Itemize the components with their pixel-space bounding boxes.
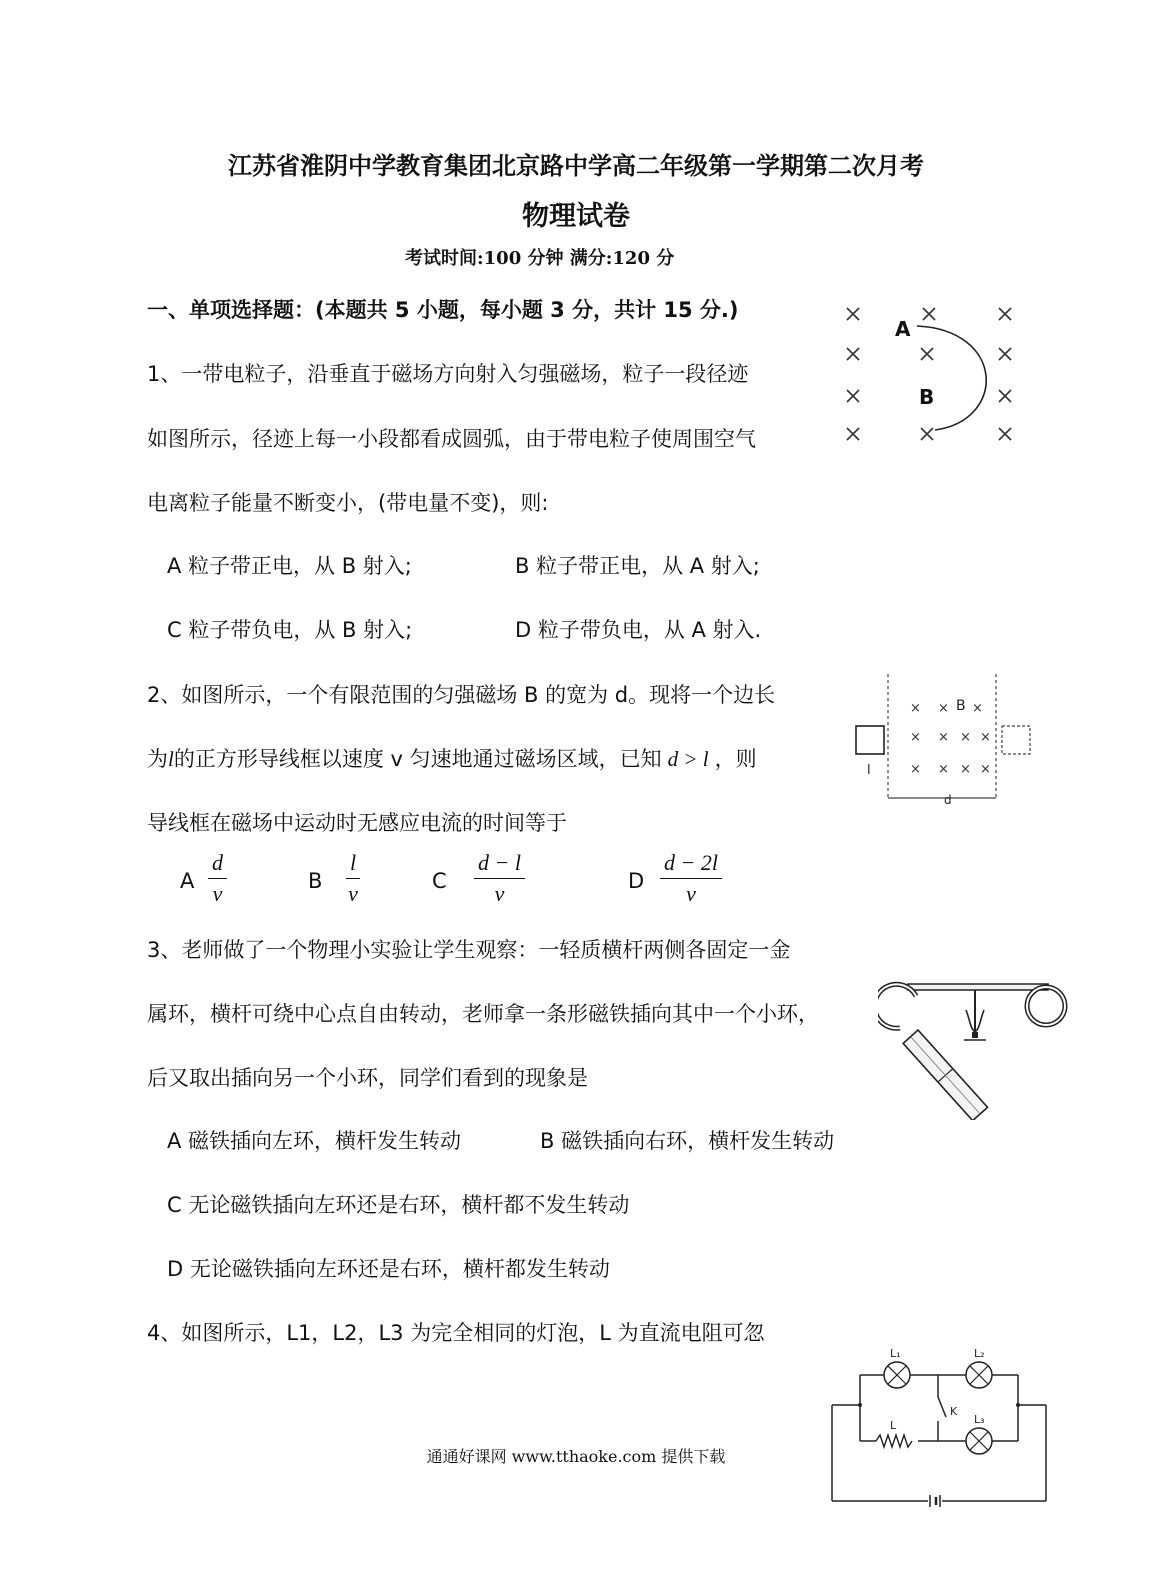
q2-line2-cond: d > l — [667, 747, 709, 771]
q1-option-d: D 粒子带负电，从 A 射入. — [515, 618, 762, 642]
q2-option-b-letter: B — [308, 869, 323, 893]
q3-line3: 后又取出插向另一个小环，同学们看到的现象是 — [147, 1066, 588, 1090]
svg-text:×: × — [980, 730, 991, 745]
q1-line1: 1、一带电粒子，沿垂直于磁场方向射入匀强磁场，粒子一段径迹 — [147, 362, 749, 386]
square-loop-dashed — [1002, 726, 1030, 754]
q1-figure-magnetic-field — [835, 300, 1030, 450]
q1-option-a: A 粒子带正电，从 B 射入; — [167, 554, 412, 578]
q1-line3: 电离粒子能量不断变小，(带电量不变)，则: — [147, 491, 549, 515]
q2-line2 — [147, 743, 757, 773]
label-l3: L₃ — [974, 1413, 985, 1426]
q2-figure-field-region — [850, 670, 1040, 810]
fraction-numerator: d — [208, 850, 227, 879]
fraction-denominator: v — [212, 881, 223, 906]
q3-line1: 3、老师做了一个物理小实验让学生观察：一轻质横杆两侧各固定一金 — [147, 938, 791, 962]
label-a: A — [895, 317, 911, 341]
q2-line2-l: l — [168, 747, 174, 771]
crossbar — [908, 984, 1048, 990]
fraction-numerator: d − 2l — [660, 850, 722, 879]
q2-option-a-fraction — [208, 850, 227, 907]
battery — [930, 1495, 940, 1507]
svg-text:×: × — [960, 762, 971, 777]
q2-option-d-letter: D — [628, 869, 645, 893]
label-b: B — [956, 698, 966, 714]
q2-option-d-fraction — [660, 850, 722, 907]
svg-text:×: × — [910, 701, 921, 716]
q3-line2: 属环，横杆可绕中心点自由转动，老师拿一条形磁铁插向其中一个小环， — [147, 1002, 819, 1026]
q2-option-c-fraction — [474, 850, 525, 907]
svg-text:×: × — [938, 730, 949, 745]
fraction-numerator: l — [346, 850, 360, 879]
label-d: d — [944, 793, 952, 807]
q2-line2-c: ，则 — [714, 747, 757, 771]
footer-source: 通通好课网 www.tthaoke.com 提供下载 — [426, 1447, 726, 1466]
fraction-denominator: v — [348, 881, 358, 906]
q1-line2: 如图所示，径迹上每一小段都看成圆弧，由于带电粒子使周围空气 — [147, 427, 756, 451]
bar-magnet — [903, 1030, 987, 1120]
left-ring-open — [878, 984, 916, 1028]
q4-line1: 4、如图所示，L1，L2，L3 为完全相同的灯泡，L 为直流电阻可忽 — [147, 1321, 765, 1345]
svg-text:×: × — [938, 762, 949, 777]
square-loop — [856, 726, 884, 754]
label-l1: L₁ — [890, 1347, 901, 1360]
q2-option-c-letter: C — [432, 869, 447, 893]
exam-title: 江苏省淮阴中学教育集团北京路中学高二年级第一学期第二次月考 — [228, 151, 924, 180]
particle-path — [917, 326, 986, 430]
fraction-denominator: v — [494, 881, 505, 906]
label-l: l — [867, 763, 871, 778]
q2-option-b-fraction — [346, 850, 360, 907]
bulb-l2 — [966, 1362, 992, 1388]
exam-subject: 物理试卷 — [522, 201, 630, 232]
label-l2: L₂ — [974, 1347, 985, 1360]
svg-text:×: × — [910, 762, 921, 777]
bulb-l1 — [884, 1362, 910, 1388]
q1-option-b: B 粒子带正电，从 A 射入; — [515, 554, 760, 578]
section-heading: 一、单项选择题：(本题共 5 小题，每小题 3 分，共计 15 分.) — [147, 298, 739, 322]
svg-text:×: × — [980, 762, 991, 777]
q2-option-a-letter: A — [180, 869, 195, 893]
fraction-denominator: v — [686, 881, 696, 906]
q3-option-b: B 磁铁插向右环，横杆发生转动 — [540, 1129, 835, 1153]
field-crosses — [910, 701, 991, 777]
label-l: L — [890, 1419, 897, 1432]
q2-line2-b: 的正方形导线框以速度 v 匀速地通过磁场区域，已知 — [173, 747, 662, 771]
label-b: B — [919, 385, 935, 409]
svg-text:×: × — [910, 730, 921, 745]
q3-option-c: C 无论磁铁插向左环还是右环，横杆都不发生转动 — [167, 1193, 630, 1217]
svg-text:×: × — [960, 730, 971, 745]
svg-text:×: × — [938, 701, 949, 716]
q1-option-c: C 粒子带负电，从 B 射入; — [167, 618, 413, 642]
svg-text:×: × — [972, 701, 983, 716]
q2-line2-a: 为 — [147, 747, 168, 771]
q3-option-a: A 磁铁插向左环，横杆发生转动 — [167, 1129, 462, 1153]
fraction-numerator: d − l — [474, 850, 525, 879]
q2-line1: 2、如图所示，一个有限范围的匀强磁场 B 的宽为 d。现将一个边长 — [147, 683, 776, 707]
label-k: K — [950, 1405, 958, 1418]
exam-info: 考试时间:100 分钟 满分:120 分 — [405, 248, 675, 269]
q3-figure-crossbar-rings — [878, 970, 1078, 1120]
q4-figure-circuit — [826, 1345, 1052, 1515]
q2-line3: 导线框在磁场中运动时无感应电流的时间等于 — [147, 811, 567, 835]
q3-option-d: D 无论磁铁插向左环还是右环，横杆都发生转动 — [167, 1257, 610, 1281]
